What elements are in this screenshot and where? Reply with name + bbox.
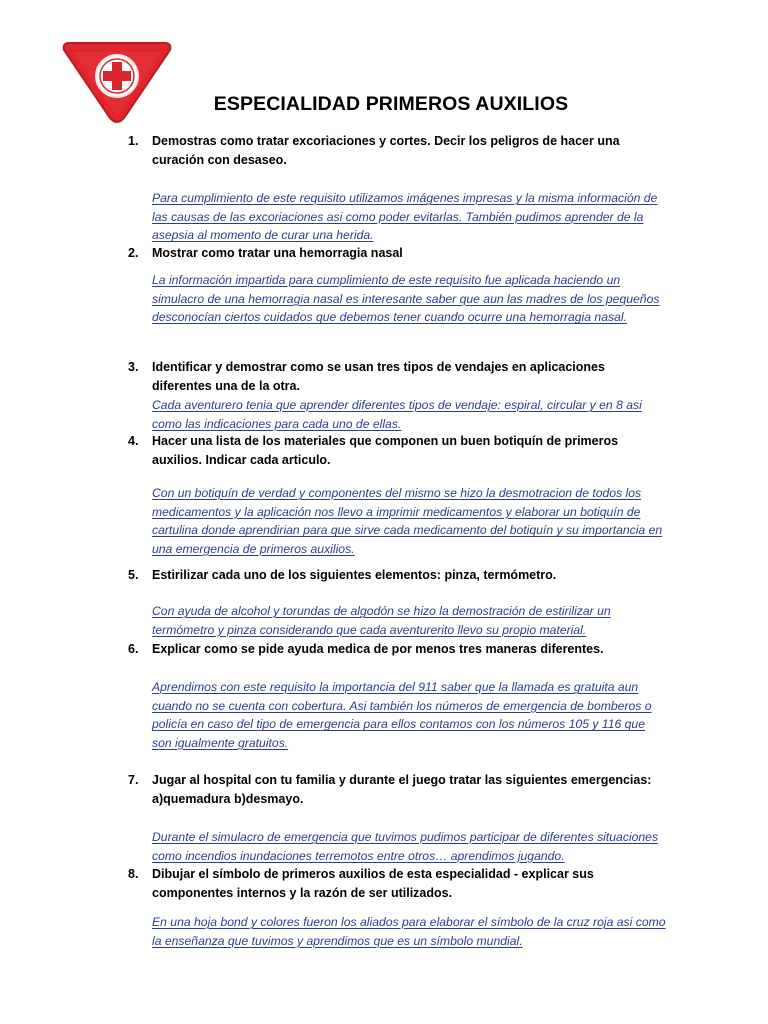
answer-text: Para cumplimiento de este requisito utilizamos imágenes impresas y la misma información de las causas de las excoriaciones asi como poder evitarlas. También pudimos aprender de la asepsia al momento de curar una herida. xyxy=(152,191,658,243)
item-number: 2. xyxy=(128,246,139,260)
page-title: ESPECIALIDAD PRIMEROS AUXILIOS xyxy=(213,93,569,115)
answer-text: Con un botiquín de verdad y componentes del mismo se hizo la desmotracion de todos los medicamentos y la aplicación nos llevo a imprimir medicamentos y elaborar un botiquín de cartulina donde aprendirian para que sirve cada medicamento del botiquín y su importancia en una emergencia de primeros auxilios. xyxy=(152,486,663,556)
item-number: 5. xyxy=(128,568,139,582)
list-item xyxy=(128,566,668,639)
list-item xyxy=(128,640,668,752)
list-item xyxy=(128,358,668,433)
answer-text: La información impartida para cumplimiento de este requisito fue aplicada haciendo un simulacro de una hemorragia nasal es interesante saber que aun las madres de los pequeños desconocían ciertos cuidados que debemos tener cuando ocurre una hemorragia nasal. xyxy=(152,273,660,325)
list-item xyxy=(128,132,668,245)
list-item xyxy=(128,865,668,950)
requirement-text: Mostrar como tratar una hemorragia nasal xyxy=(152,246,403,260)
requirement-text: Jugar al hospital con tu familia y durante el juego tratar las siguientes emergencias: a)quemadura b)desmayo. xyxy=(152,773,652,806)
item-number: 3. xyxy=(128,360,139,374)
answer-text: Cada aventurero tenia que aprender diferentes tipos de vendaje: espiral, circular y en 8 asi como las indicaciones para cada uno de ellas. xyxy=(152,398,642,431)
requirement-text: Identificar y demostrar como se usan tres tipos de vendajes en aplicaciones diferentes una de la otra. xyxy=(152,360,605,393)
item-number: 8. xyxy=(128,867,139,881)
item-number: 4. xyxy=(128,434,139,448)
requirement-text: Explicar como se pide ayuda medica de por menos tres maneras diferentes. xyxy=(152,642,604,656)
requirement-text: Dibujar el símbolo de primeros auxilios de esta especialidad - explicar sus componentes internos y la razón de ser utilizados. xyxy=(152,867,594,900)
list-item xyxy=(128,771,668,865)
requirement-text: Estirilizar cada uno de los siguientes elementos: pinza, termómetro. xyxy=(152,568,557,582)
list-item xyxy=(128,244,668,327)
item-number: 7. xyxy=(128,773,139,787)
answer-text: En una hoja bond y colores fueron los aliados para elaborar el símbolo de la cruz roja asi como la enseñanza que tuvimos y aprendimos que es un símbolo mundial. xyxy=(152,915,666,948)
answer-text: Con ayuda de alcohol y torundas de algodón se hizo la demostración de estirilizar un termómetro y pinza considerando que cada aventurerito llevo su propio material. xyxy=(152,604,611,637)
item-number: 6. xyxy=(128,642,139,656)
answer-text: Aprendimos con este requisito la importancia del 911 saber que la llamada es gratuita aun cuando no se cuenta con cobertura. Asi también los números de emergencia de bomberos o policía en caso del tipo de emergencia para ellos contamos con los números 105 y 116 que son igualmente gratuitos. xyxy=(152,680,652,750)
list-item xyxy=(128,432,668,558)
requirement-text: Demostras como tratar excoriaciones y cortes. Decir los peligros de hacer una curación con desaseo. xyxy=(152,134,620,167)
answer-text: Durante el simulacro de emergencia que tuvimos pudimos participar de diferentes situaciones como incendios inundaciones terremotos entre otros… aprendimos jugando. xyxy=(152,830,659,863)
requirement-text: Hacer una lista de los materiales que componen un buen botiquín de primeros auxilios. Indicar cada articulo. xyxy=(152,434,619,467)
item-number: 1. xyxy=(128,134,139,148)
